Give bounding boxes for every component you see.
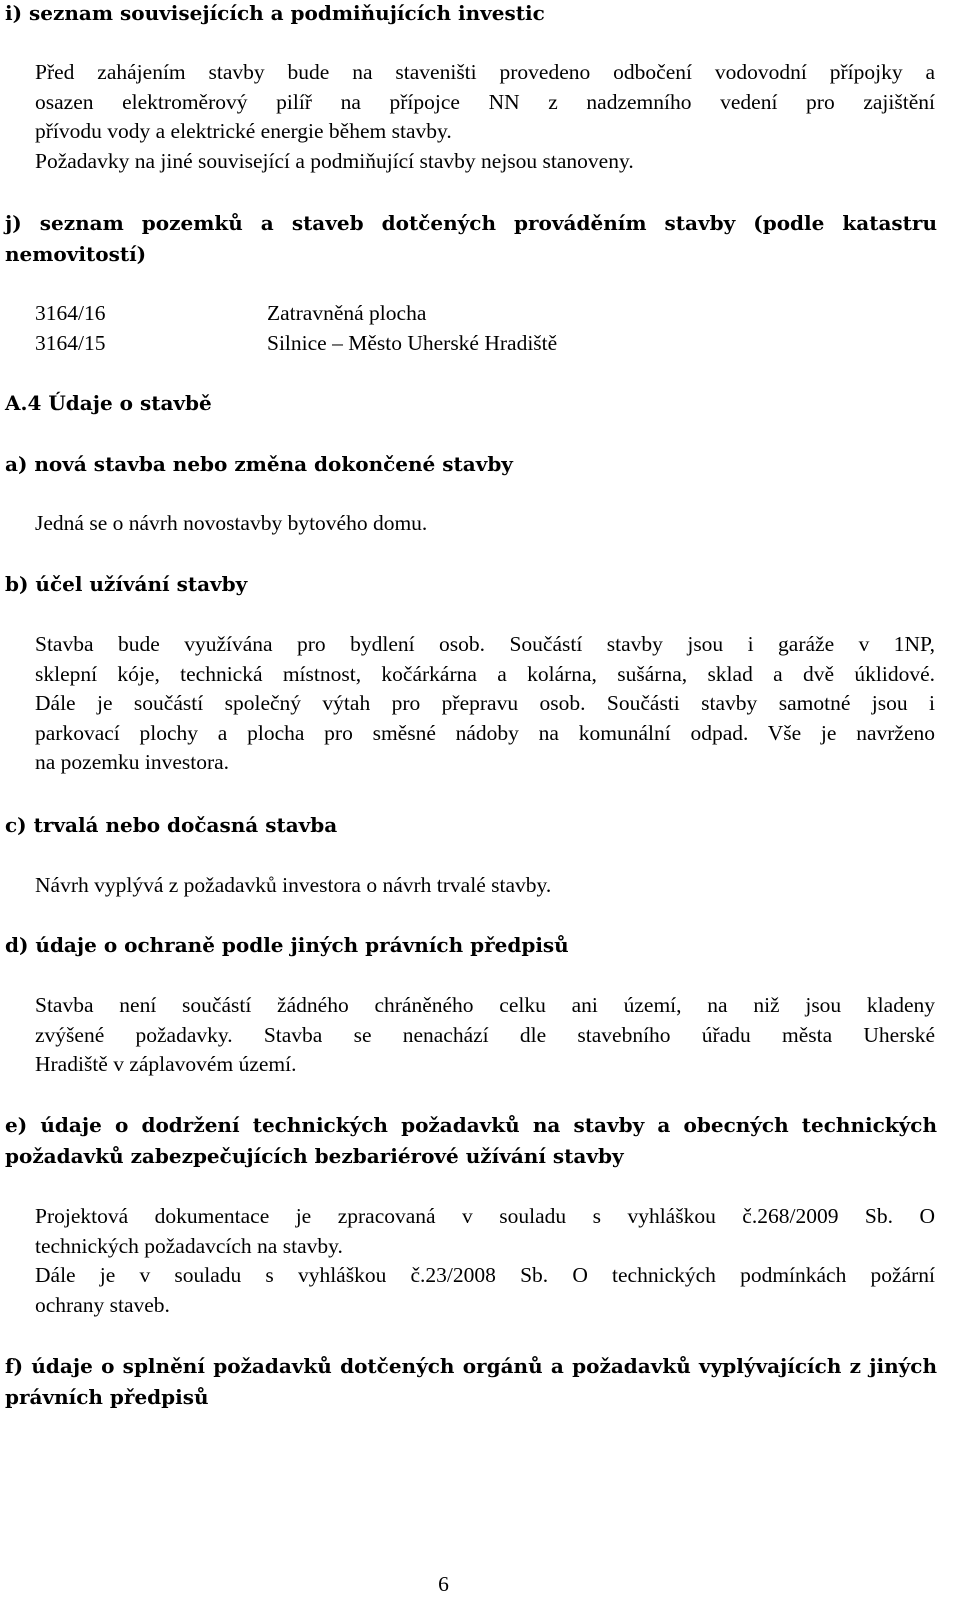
section-b-line: na pozemku investora.: [35, 750, 230, 775]
section-d-heading: d) údaje o ochraně podle jiných právních předpisů: [5, 933, 569, 957]
parcel-description: Zatravněná plocha: [267, 301, 427, 325]
section-j-heading-line: j) seznam pozemků a staveb dotčených prováděním stavby (podle katastru: [5, 211, 937, 235]
section-i-text: [35, 58, 935, 176]
page-number: 6: [438, 1572, 449, 1596]
section-a-line: Jedná se o návrh novostavby bytového domu.: [35, 511, 428, 535]
section-c-text: [35, 871, 935, 901]
section-d-line: Stavba není součástí žádného chráněného celku ani území, na niž jsou kladeny: [35, 993, 935, 1017]
section-d-text: [35, 991, 935, 1080]
section-a4-heading: A.4 Údaje o stavbě: [5, 391, 212, 415]
section-i-heading: i) seznam souvisejících a podmiňujících investic: [5, 1, 545, 25]
section-i-line: Požadavky na jiné související a podmiňující stavby nejsou stanoveny.: [35, 148, 634, 173]
section-c-heading: c) trvalá nebo dočasná stavba: [5, 813, 338, 837]
section-b-line: parkovací plochy a plocha pro směsné nádoby na komunální odpad. Vše je navrženo: [35, 720, 935, 745]
section-j-heading: [5, 208, 937, 270]
section-b-text: [35, 630, 935, 778]
section-b-line: sklepní kóje, technická místnost, kočárkárna a kolárna, sušárna, sklad a dvě úklidové.: [35, 661, 935, 686]
section-e-line: Projektová dokumentace je zpracovaná v souladu s vyhláškou č.268/2009 Sb. O: [35, 1204, 935, 1228]
section-e-heading-line: e) údaje o dodržení technických požadavků na stavby a obecných technických: [5, 1113, 937, 1137]
section-f-heading-line: právních předpisů: [5, 1385, 209, 1409]
section-e-heading-line: požadavků zabezpečujících bezbariérové užívání stavby: [5, 1144, 624, 1168]
section-f-heading-line: f) údaje o splnění požadavků dotčených orgánů a požadavků vyplývajících z jiných: [5, 1354, 937, 1378]
section-d-line: Hradiště v záplavovém území.: [35, 1052, 297, 1077]
section-d-line: zvýšené požadavky. Stavba se nenachází dle stavebního úřadu města Uherské: [35, 1022, 935, 1047]
section-a-text: [35, 509, 935, 539]
section-e-line: technických požadavcích na stavby.: [35, 1233, 343, 1258]
section-a-heading: a) nová stavba nebo změna dokončené stavby: [5, 452, 513, 476]
section-i-line: přívodu vody a elektrické energie během stavby.: [35, 119, 452, 144]
section-b-line: Stavba bude využívána pro bydlení osob. Součástí stavby jsou i garáže v 1NP,: [35, 632, 935, 656]
parcel-row: [35, 328, 557, 358]
parcel-row: [35, 298, 426, 328]
section-e-line: ochrany staveb.: [35, 1292, 170, 1317]
parcel-id: 3164/16: [35, 301, 106, 325]
section-i-line: osazen elektroměrový pilíř na přípojce NN z nadzemního vedení pro zajištění: [35, 89, 935, 114]
section-f-heading: [5, 1351, 937, 1413]
section-e-heading: [5, 1110, 937, 1172]
section-b-line: Dále je součástí společný výtah pro přepravu osob. Součásti stavby samotné jsou i: [35, 691, 935, 716]
section-c-line: Návrh vyplývá z požadavků investora o návrh trvalé stavby.: [35, 873, 552, 897]
parcel-id: 3164/15: [35, 331, 106, 355]
section-i-line: Před zahájením stavby bude na staveništi provedeno odbočení vodovodní přípojky a: [35, 60, 935, 84]
section-b-heading: b) účel užívání stavby: [5, 572, 248, 596]
section-e-text: [35, 1202, 935, 1320]
section-j-heading-line: nemovitostí): [5, 242, 147, 266]
parcel-description: Silnice – Město Uherské Hradiště: [267, 331, 558, 355]
section-e-line: Dále je v souladu s vyhláškou č.23/2008 Sb. O technických podmínkách požární: [35, 1263, 935, 1288]
